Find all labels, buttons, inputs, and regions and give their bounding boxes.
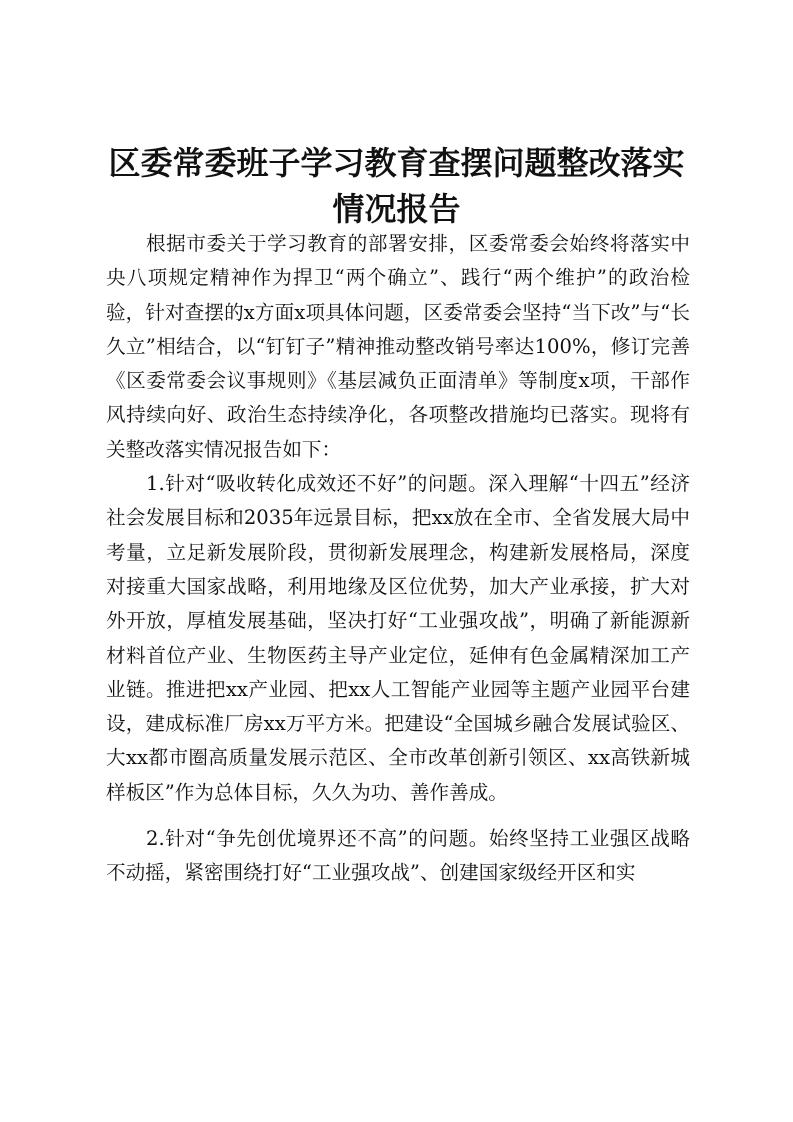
item-paragraph-1 <box>106 467 690 810</box>
intro-paragraph: 根据市委关于学习教育的部署安排，区委常委会始终将落实中央八项规定精神作为捍卫“两个确立”、践行“两个维护”的政治检验，针对查摆的x方面x项具体问题，区委常委会坚持“当下改”与“长久立”相结合，以“钉钉子”精神推动整改销号率达100%，修订完善《区委常委会议事规则》《基层减负正面清单》等制度x项，干部作风持续向好、政治生态持续净化，各项整改措施均已落实。现将有关整改落实情况报告如下： <box>106 232 690 461</box>
item-heading-1: 1.针对“吸收转化成效还不好”的问题。 <box>146 472 489 496</box>
document-title: 区委常委班子学习教育查摆问题整改落实情况报告 <box>108 144 685 228</box>
item-text-1: 深入理解“十四五”经济社会发展目标和2035年远景目标，把xx放在全市、全省发展大局中考量，立足新发展阶段，贯彻新发展理念，构建新发展格局，深度对接重大国家战略，利用地缘及区位优势，加大产业承接，扩大对外开放，厚植发展基础，坚决打好“工业强攻战”，明确了新能源新材料首位产业、生物医药主导产业定位，延伸有色金属精深加工产业链。推进把xx产业园、把xx人工智能产业园等主题产业园平台建设，建成标准厂房xx万平方米。把建设“全国城乡融合发展试验区、大xx都市圈高质量发展示范区、全市改革创新引领区、xx高铁新城样板区”作为总体目标，久久为功、善作善成。 <box>106 472 690 804</box>
item-paragraph-2 <box>106 822 690 891</box>
item-text-2: 始终坚持工业强区战略不动摇，紧密围绕打好“工业强攻战”、创建国家级经开区和实 <box>106 827 690 885</box>
item-heading-2: 2.针对“争先创优境界还不高”的问题。 <box>146 827 489 851</box>
document-body <box>106 227 690 891</box>
